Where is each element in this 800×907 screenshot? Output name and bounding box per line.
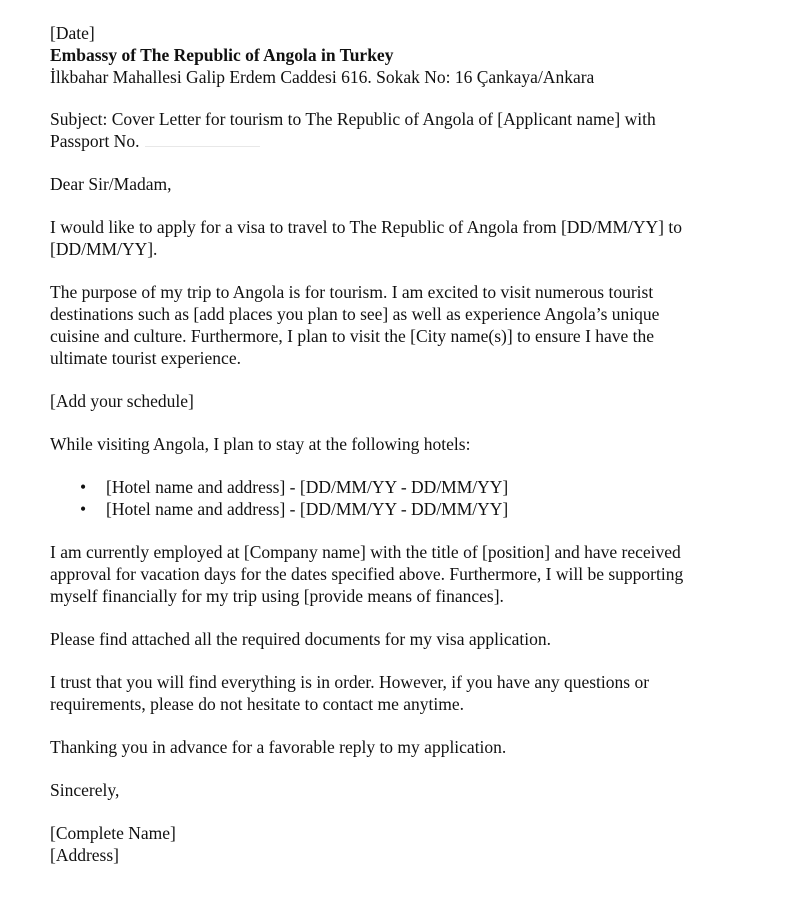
trust-line: I trust that you will find everything is in order. However, if you have any questions or (50, 672, 650, 692)
letter-date: [Date] (50, 23, 95, 43)
subject-paragraph (50, 108, 770, 152)
purpose-line: ultimate tourist experience. (50, 348, 241, 368)
recipient-name: Embassy of The Republic of Angola in Turkey (50, 45, 394, 65)
passport-blank (145, 145, 260, 147)
schedule-placeholder: [Add your schedule] (50, 391, 194, 411)
hotel-list (50, 476, 770, 520)
attached-documents-note: Please find attached all the required documents for my visa application. (50, 629, 552, 649)
signature-name: [Complete Name] (50, 823, 176, 843)
thanks-line: Thanking you in advance for a favorable reply to my application. (50, 737, 507, 757)
purpose-line: The purpose of my trip to Angola is for tourism. I am excited to visit numerous tourist (50, 282, 654, 302)
recipient-block (50, 44, 770, 88)
hotel-entry: [Hotel name and address] - [DD/MM/YY - DD/MM/YY] (106, 477, 509, 497)
intro-paragraph (50, 216, 770, 260)
intro-line: I would like to apply for a visa to travel to The Republic of Angola from [DD/MM/YY] to (50, 217, 682, 237)
passport-line (50, 130, 770, 152)
list-item (50, 498, 770, 520)
hotels-intro: While visiting Angola, I plan to stay at the following hotels: (50, 434, 471, 454)
trust-line: requirements, please do not hesitate to contact me anytime. (50, 694, 465, 714)
subject-line: Subject: Cover Letter for tourism to The Republic of Angola of [Applicant name] with (50, 109, 656, 129)
list-item (50, 476, 770, 498)
salutation: Dear Sir/Madam, (50, 174, 172, 194)
closing: Sincerely, (50, 780, 120, 800)
trust-paragraph (50, 671, 770, 715)
employment-line: approval for vacation days for the dates specified above. Furthermore, I will be supporting (50, 564, 684, 584)
employment-line: myself financially for my trip using [provide means of finances]. (50, 586, 504, 606)
employment-line: I am currently employed at [Company name] with the title of [position] and have received (50, 542, 681, 562)
purpose-paragraph (50, 281, 770, 369)
intro-line: [DD/MM/YY]. (50, 239, 158, 259)
employment-paragraph (50, 541, 770, 607)
passport-label: Passport No. (50, 131, 140, 151)
purpose-line: cuisine and culture. Furthermore, I plan to visit the [City name(s)] to ensure I have the (50, 326, 655, 346)
hotel-entry: [Hotel name and address] - [DD/MM/YY - DD/MM/YY] (106, 499, 509, 519)
signature-block (50, 822, 770, 866)
purpose-line: destinations such as [add places you plan to see] as well as experience Angola’s unique (50, 304, 660, 324)
bullet-icon: • (80, 499, 87, 519)
signature-address: [Address] (50, 845, 120, 865)
bullet-icon: • (80, 477, 87, 497)
letter-page (50, 22, 770, 866)
recipient-address: İlkbahar Mahallesi Galip Erdem Caddesi 616. Sokak No: 16 Çankaya/Ankara (50, 67, 595, 87)
